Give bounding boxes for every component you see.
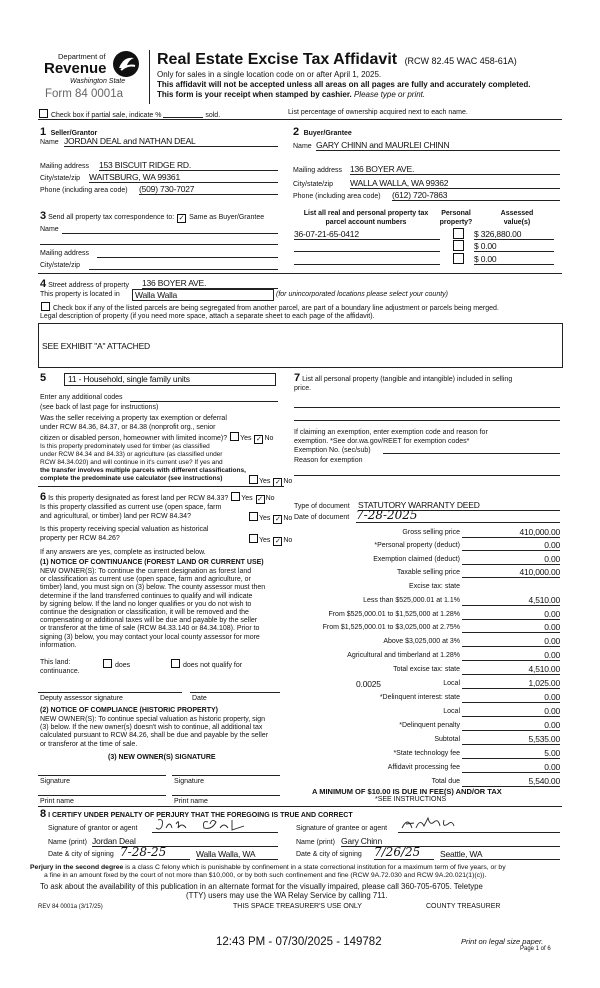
perjury-line1: Perjury in the second degree is a class C felony which is punishable by confinement in a state correctional institution for a maximum term of five years, or by	[30, 864, 506, 871]
doc-date[interactable]: 7-28-2025	[356, 508, 560, 523]
assessed-value[interactable]: $ 0.00	[474, 254, 554, 265]
header-sub2: This affidavit will not be accepted unless all areas on all pages are fully and accurately completed.	[157, 80, 531, 89]
calc-value[interactable]: 5,540.00	[462, 776, 560, 787]
exemption-question: Was the seller receiving a property tax exemption or deferral under RCW 84.36, 84.37, or 84.38 (nonprofit org., senior citizen or disabled person, homeowner with limited income)? Yes ✓ No	[40, 415, 274, 443]
forest-no-checkbox[interactable]: ✓	[257, 496, 263, 503]
rev-number: REV 84 0001a (3/17/25)	[38, 904, 103, 910]
forest-yes-checkbox[interactable]	[231, 492, 240, 501]
calc-value[interactable]: 0.00	[462, 554, 560, 565]
calc-value[interactable]: 0.00	[462, 720, 560, 731]
does-not-option: does not qualify for	[170, 659, 242, 669]
location-select[interactable]: Walla Walla	[132, 289, 274, 301]
page-number: Page 1 of 6	[520, 946, 551, 952]
historic-question: Is this property receiving special valuation as historical property per RCW 84.26?	[40, 526, 209, 542]
calc-label: Exemption claimed (deduct)	[373, 556, 460, 563]
alternate-format-1: To ask about the availability of this publication in an alternate format for the visually impaired, please call 360-705-6705. Teletype	[40, 882, 483, 891]
calc-value[interactable]: 0.00	[462, 609, 560, 620]
seller-city[interactable]: WAITSBURG, WA 99361	[89, 172, 278, 183]
deputy-signature-label: Deputy assessor signature	[40, 695, 123, 702]
notice-compliance-heading: (2) NOTICE OF COMPLIANCE (HISTORIC PROPERTY)	[40, 707, 218, 714]
calc-value[interactable]: 5.00	[462, 748, 560, 759]
grantor-date-city-label: Date & city of signing	[48, 851, 114, 858]
legal-paper-note: Print on legal size paper.	[461, 937, 544, 946]
grantor-city[interactable]: Walla Walla, WA	[196, 849, 278, 860]
calc-label: Agricultural and timberland at 1.28%	[347, 652, 460, 659]
perjury-line2: a fine in an amount fixed by the court of not more than $10,000, or by both such confinement and fine (RCW 9A.72.030 and RCW 9A.20.021(1)(c)).	[44, 872, 487, 879]
exemption-claim-label: If claiming an exemption, enter exemption code and reason for exemption. *See dor.wa.gov/REET for exemption codes* Exemption No. (sec/sub) Reason for exemption	[294, 429, 488, 464]
calc-label: Local	[443, 708, 460, 715]
local-rate: 0.0025	[356, 679, 381, 689]
calc-label: Excise tax: state	[409, 583, 460, 590]
calc-label: Above $3,025,000 at 3%	[383, 638, 460, 645]
grantee-print-name[interactable]: Gary Chinn	[341, 836, 560, 847]
grantor-print-name[interactable]: Jordan Deal	[92, 836, 278, 847]
personal-property-checkbox[interactable]	[453, 253, 464, 264]
uninc-note: (for unincorporated locations please select your county)	[276, 291, 448, 298]
tax-correspondence: 3 Send all property tax correspondence to: ✓ Same as Buyer/Grantee	[40, 210, 265, 222]
does-checkbox[interactable]	[103, 659, 112, 668]
this-land-label: This land:	[40, 659, 71, 666]
partial-sale-checkbox[interactable]	[39, 109, 48, 118]
calc-value[interactable]: 4,510.00	[462, 664, 560, 675]
segregated-checkbox[interactable]	[41, 302, 50, 311]
personal-col-header: Personal property?	[439, 210, 473, 226]
buyer-city[interactable]: WALLA WALLA, WA 99362	[350, 178, 560, 189]
exemption-no-field[interactable]	[383, 453, 560, 454]
dor-logo-icon	[112, 50, 140, 78]
calc-label: From $525,000.01 to $1,525,000 at 1.28%	[328, 611, 460, 618]
street-address[interactable]: 136 BOYER AVE.	[142, 278, 278, 289]
minimum-due: A MINIMUM OF $10.00 IS DUE IN FEE(S) AND/OR TAX	[312, 787, 502, 796]
grantee-date[interactable]: 7/26/25	[374, 845, 434, 860]
exemption-yes-checkbox[interactable]	[230, 432, 239, 441]
calc-value[interactable]: 0.00	[462, 636, 560, 647]
new-owner-signature-heading: (3) NEW OWNER(S) SIGNATURE	[108, 754, 216, 761]
current-use-yes-no: Yes ✓ No	[248, 512, 292, 524]
receipt-stamp: 12:43 PM - 07/30/2025 - 149782	[216, 936, 382, 948]
buyer-phone[interactable]: (612) 720-7863	[392, 190, 560, 201]
land-use-select[interactable]: 11 - Household, single family units	[64, 373, 276, 386]
calc-label: *Delinquent interest: state	[379, 694, 460, 701]
does-not-checkbox[interactable]	[171, 659, 180, 668]
doc-date-label: Date of document	[294, 514, 350, 521]
calc-label: Gross selling price	[402, 529, 460, 536]
notice-compliance-text: NEW OWNER(S): To continue special valuation as historic property, sign (3) below. If the new owner(s) doesn't wish to continue, all additional tax calculated pursuant to RCW 84.26, shall be due and payable by the seller or transferor at the time of sale.	[40, 716, 269, 748]
grantee-signature-label: Signature of grantee or agent	[296, 825, 388, 832]
personal-property-list-label: 7 List all personal property (tangible and intangible) included in selling price.	[294, 372, 513, 392]
certify-statement: 8 I CERTIFY UNDER PENALTY OF PERJURY THAT THE FOREGOING IS TRUE AND CORRECT	[40, 808, 353, 820]
assessed-value[interactable]: $ 326,880.00	[474, 229, 554, 240]
exemption-no-checkbox[interactable]: ✓	[256, 436, 262, 443]
county-treasurer: COUNTY TREASURER	[426, 903, 501, 910]
doc-type-label: Type of document	[294, 503, 350, 510]
parcel-number[interactable]	[294, 241, 440, 252]
if-any-yes: If any answers are yes, complete as instructed below.	[40, 549, 206, 556]
grantor-name-label: Name (print)	[48, 839, 87, 846]
list-pct-note: List percentage of ownership acquired next to each name.	[288, 109, 468, 116]
legal-description[interactable]: SEE EXHIBIT "A" ATTACHED	[38, 323, 563, 368]
parcel-col-header: List all real and personal property tax parcel account numbers	[303, 210, 429, 226]
calc-value[interactable]: 0.00	[462, 762, 560, 773]
owner-signature-label: Signature	[40, 778, 70, 785]
calc-label: Affidavit processing fee	[387, 764, 460, 771]
buyer-phone-label: Phone (including area code)	[293, 193, 381, 200]
owner-print-name-label: Print name	[40, 798, 74, 805]
calc-value[interactable]: 410,000.00	[462, 527, 560, 538]
calc-value[interactable]: 4,510.00	[462, 595, 560, 606]
calc-label: Subtotal	[434, 736, 460, 743]
historic-yes-no: Yes ✓ No	[248, 534, 292, 546]
seller-mail[interactable]: 153 BISCUIT RIDGE RD.	[99, 160, 278, 171]
calc-value[interactable]: 410,000.00	[462, 567, 560, 578]
sec3-name-label: Name	[40, 226, 59, 233]
buyer-name-label: Name	[293, 143, 312, 150]
doc-type[interactable]: STATUTORY WARRANTY DEED	[358, 500, 560, 511]
additional-codes-label: Enter any additional codes	[40, 394, 123, 401]
dept-of: Department of	[58, 52, 106, 61]
codes-instructions: (see back of last page for instructions)	[40, 404, 159, 411]
calc-value[interactable]: 0.00	[462, 622, 560, 633]
washington-state: Washington State	[70, 78, 126, 85]
calc-label: From $1,525,000.01 to $3,025,000 at 2.75%	[322, 624, 460, 631]
segregated-row: Check box if any of the listed parcels are being segregated from another parcel, are part of a boundary line adjustment or parcels being merged.	[40, 302, 499, 312]
seller-name-label: Name	[40, 139, 59, 146]
historic-yes-checkbox[interactable]	[249, 534, 258, 543]
assessed-col-header: Assessed value(s)	[500, 210, 534, 226]
located-label: This property is located in	[40, 291, 120, 298]
notice-continuance-text: NEW OWNER(S): To continue the current designation as forest land or classification as current use (open space, farm and agriculture, or timber) land, you must sign on (3) below. The county assessor must then determine if the land transferred continues to qualify and will indicate by signing below. If the land no longer qualifies or you do not wish to continue the designation or classification, it will be removed and the compensating or additional taxes will be due and payable by the seller or transferor at the time of sale (RCW 84.33.140 or 84.34.108). Prior to signing (3) below, you may contact your local county assessor for more information.	[40, 568, 266, 649]
continuance-label: continuance.	[40, 668, 80, 675]
grantee-date-city-label: Date & city of signing	[296, 851, 362, 858]
timber-question: Is this property predominately used for timber (as classified under RCW 84.34 and 84.33) or agriculture (as classified under RCW 84.34.020) and will continue in it's current use? If yes and the transfer involves multiple parcels with different classifications, complete the predominate use calculator (see instructions)	[40, 443, 246, 482]
handwritten-signature	[152, 816, 278, 832]
timber-no-checkbox[interactable]: ✓	[274, 479, 281, 486]
page-title: Real Estate Excise Tax Affidavit (RCW 82.45 WAC 458-61A)	[157, 51, 517, 68]
buyer-mail[interactable]: 136 BOYER AVE.	[350, 164, 560, 175]
calc-value[interactable]: 1,025.00	[462, 678, 560, 689]
calc-value[interactable]: 0.00	[462, 650, 560, 661]
assessed-value[interactable]: $ 0.00	[474, 241, 554, 252]
dor-logo	[40, 44, 145, 106]
calc-value[interactable]: 0.00	[462, 692, 560, 703]
header-sub1: Only for sales in a single location code on or after April 1, 2025.	[157, 70, 382, 79]
calc-label: Local	[443, 680, 460, 687]
same-as-buyer-checkbox[interactable]: ✓	[178, 215, 185, 222]
calc-label: Total excise tax: state	[393, 666, 460, 673]
buyer-mail-label: Mailing address	[293, 167, 343, 174]
parcel-number[interactable]: 36-07-21-65-0412	[294, 229, 440, 240]
personal-property-checkbox[interactable]	[453, 228, 464, 239]
grantee-city[interactable]: Seattle, WA	[440, 849, 560, 860]
handwritten-signature	[398, 814, 560, 832]
legal-desc-label: Legal description of property (if you need more space, attach a separate sheet to each page of the affidavit).	[40, 313, 375, 320]
personal-property-checkbox[interactable]	[453, 240, 464, 251]
timber-yes-checkbox[interactable]	[249, 475, 258, 484]
partial-pct-field[interactable]	[163, 109, 203, 118]
partial-sale-row[interactable]: Check box if partial sale, indicate % sold.	[38, 109, 220, 119]
sec5-num: 5	[40, 372, 47, 384]
grantee-name-label: Name (print)	[296, 839, 335, 846]
form-number: Form 84 0001a	[45, 88, 123, 100]
deputy-date-label: Date	[192, 695, 207, 702]
calc-value[interactable]: 0.00	[462, 706, 560, 717]
calc-label: *Personal property (deduct)	[374, 542, 460, 549]
owner-print-name-label: Print name	[174, 798, 208, 805]
parcel-number[interactable]	[294, 254, 440, 265]
current-use-question: Is this property classified as current use (open space, farm and agricultural, or timber) land per RCW 84.34?	[40, 504, 222, 520]
seller-heading: 1 Seller/Grantor	[40, 126, 98, 138]
calc-label: Taxable selling price	[396, 569, 460, 576]
timber-yes-no: Yes ✓ No	[248, 475, 292, 487]
owner-signature-label: Signature	[174, 778, 204, 785]
calc-label: Less than $525,000.01 at 1.1%	[363, 597, 460, 604]
see-instructions: *SEE INSTRUCTIONS	[375, 796, 447, 803]
buyer-city-label: City/state/zip	[293, 181, 334, 188]
forest-question: 6 Is this property designated as forest land per RCW 84.33? Yes ✓ No	[40, 491, 275, 503]
historic-no-checkbox[interactable]: ✓	[274, 538, 281, 545]
notice-continuance-heading: (1) NOTICE OF CONTINUANCE (FOREST LAND OR CURRENT USE)	[40, 559, 264, 566]
revenue-wordmark: Revenue	[44, 60, 107, 77]
grantor-date[interactable]: 7-28-25	[120, 845, 190, 860]
calc-label: *State technology fee	[393, 750, 460, 757]
seller-name[interactable]: JORDAN DEAL and NATHAN DEAL	[64, 136, 278, 147]
grantor-signature-label: Signature of grantor or agent	[48, 825, 138, 832]
buyer-name[interactable]: GARY CHINN and MAURLEI CHINN	[316, 140, 560, 151]
calc-value[interactable]: 0.00	[462, 540, 560, 551]
does-option: does	[102, 659, 130, 669]
seller-city-label: City/state/zip	[40, 175, 81, 182]
sec3-city-label: City/state/zip	[40, 262, 81, 269]
calc-label: Total due	[431, 778, 460, 785]
grantee-signature[interactable]	[398, 814, 560, 833]
header-sub3: This form is your receipt when stamped by cashier. Please type or print.	[157, 90, 426, 99]
seller-mail-label: Mailing address	[40, 163, 90, 170]
current-use-yes-checkbox[interactable]	[249, 512, 258, 521]
buyer-heading: 2 Buyer/Grantee	[293, 126, 352, 138]
calc-value[interactable]: 5,535.00	[462, 734, 560, 745]
seller-phone[interactable]: (509) 730-7027	[139, 184, 278, 195]
street-address-row: 4 Street address of property	[40, 278, 130, 290]
grantor-signature[interactable]	[152, 816, 278, 833]
treasurer-use-only: THIS SPACE TREASURER'S USE ONLY	[233, 903, 362, 910]
calc-label: *Delinquent penalty	[399, 722, 460, 729]
seller-phone-label: Phone (including area code)	[40, 187, 128, 194]
sec3-mail-label: Mailing address	[40, 250, 90, 257]
header-divider	[149, 50, 150, 104]
alternate-format-2: (TTY) users may use the WA Relay Service by calling 711.	[186, 891, 388, 900]
current-use-no-checkbox[interactable]: ✓	[274, 516, 281, 523]
